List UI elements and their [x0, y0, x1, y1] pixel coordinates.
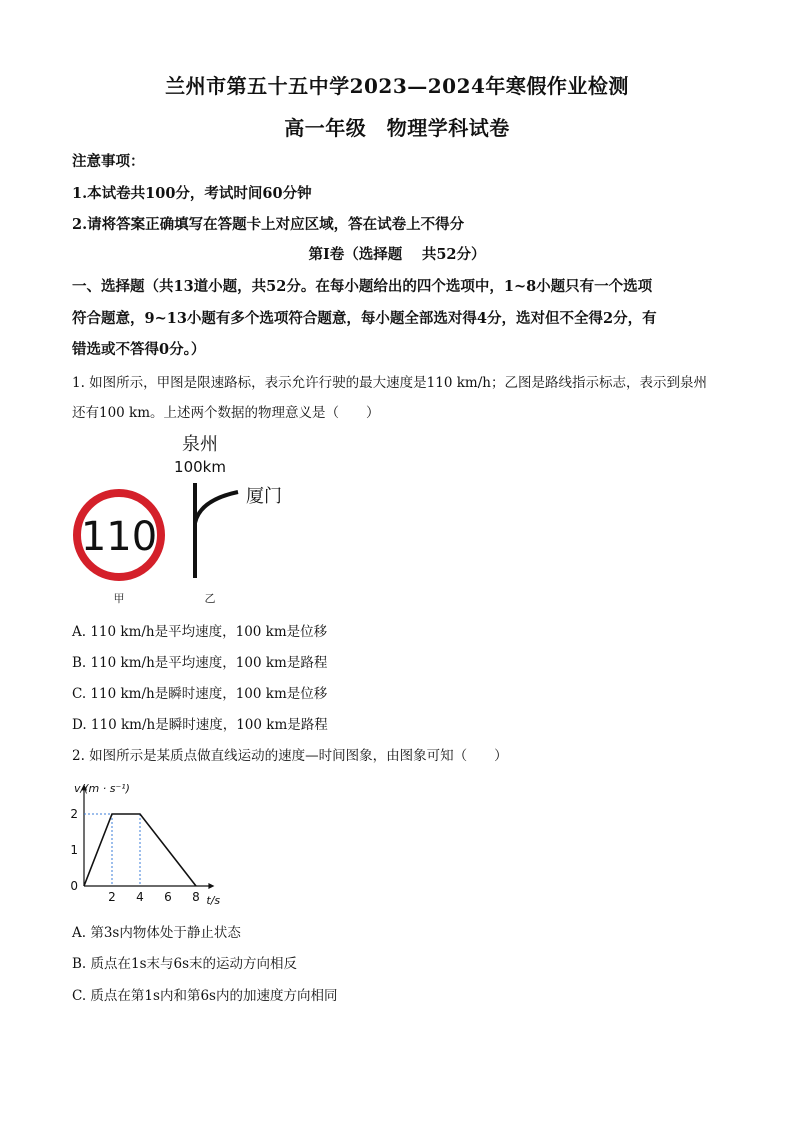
x-tick-label: 8	[192, 890, 200, 904]
q2-option-a: A. 第3s内物体处于静止状态	[72, 925, 241, 941]
route-sign-city-top: 泉州	[182, 434, 218, 455]
notes-item-1: 1.本试卷共100分，考试时间60分钟	[72, 185, 312, 202]
route-sign-branch-line	[195, 492, 238, 523]
route-sign-distance: 100km	[174, 458, 226, 476]
figure-label-jia: 甲	[113, 592, 125, 605]
speed-limit-value: 110	[80, 514, 158, 560]
vt-chart	[62, 770, 242, 910]
question-2-text: 2. 如图所示是某质点做直线运动的速度—时间图象，由图象可知（ ）	[72, 748, 508, 764]
exam-title: 兰州市第五十五中学2023—2024年寒假作业检测	[165, 74, 629, 98]
section-instruction-3: 错选或不答得0分。）	[72, 341, 206, 358]
q1-option-c: C. 110 km/h是瞬时速度，100 km是位移	[72, 686, 328, 702]
x-axis-arrow	[208, 883, 214, 889]
section-instruction-1: 一、选择题（共13道小题，共52分。在每小题给出的四个选项中，1~8小题只有一个选项	[72, 278, 653, 295]
figure-label-yi: 乙	[204, 592, 216, 605]
notes-item-2: 2.请将答案正确填写在答题卡上对应区域，答在试卷上不得分	[72, 216, 465, 233]
notes-heading: 注意事项：	[72, 153, 145, 170]
route-sign-city-right: 厦门	[246, 486, 282, 507]
question-1-text-2: 还有100 km。上述两个数据的物理意义是（ ）	[72, 405, 380, 421]
q2-option-b: B. 质点在1s末与6s末的运动方向相反	[72, 956, 298, 972]
q2-option-c: C. 质点在第1s内和第6s内的加速度方向相同	[72, 988, 338, 1004]
exam-subtitle: 高一年级 物理学科试卷	[284, 116, 510, 140]
section-instruction-2: 符合题意，9~13小题有多个选项符合题意，每小题全部选对得4分，选对但不全得2分，有	[72, 310, 657, 327]
y-tick-label: 0	[70, 879, 78, 893]
y-tick-label: 1	[70, 843, 78, 857]
x-tick-label: 2	[108, 890, 116, 904]
y-axis-label: v/(m · s⁻¹)	[74, 782, 130, 795]
x-axis-label: t/s	[206, 894, 221, 907]
q1-option-d: D. 110 km/h是瞬时速度，100 km是路程	[72, 717, 328, 733]
y-tick-label: 2	[70, 807, 78, 821]
question-1-figure	[60, 428, 320, 608]
x-tick-label: 6	[164, 890, 172, 904]
q1-option-b: B. 110 km/h是平均速度，100 km是路程	[72, 655, 328, 671]
question-1-text-1: 1. 如图所示，甲图是限速路标，表示允许行驶的最大速度是110 km/h；乙图是路线指示标志，表示到泉州	[72, 375, 707, 391]
section-title: 第Ⅰ卷（选择题 共52分）	[308, 246, 486, 263]
q1-option-a: A. 110 km/h是平均速度，100 km是位移	[72, 624, 328, 640]
x-tick-label: 4	[136, 890, 144, 904]
